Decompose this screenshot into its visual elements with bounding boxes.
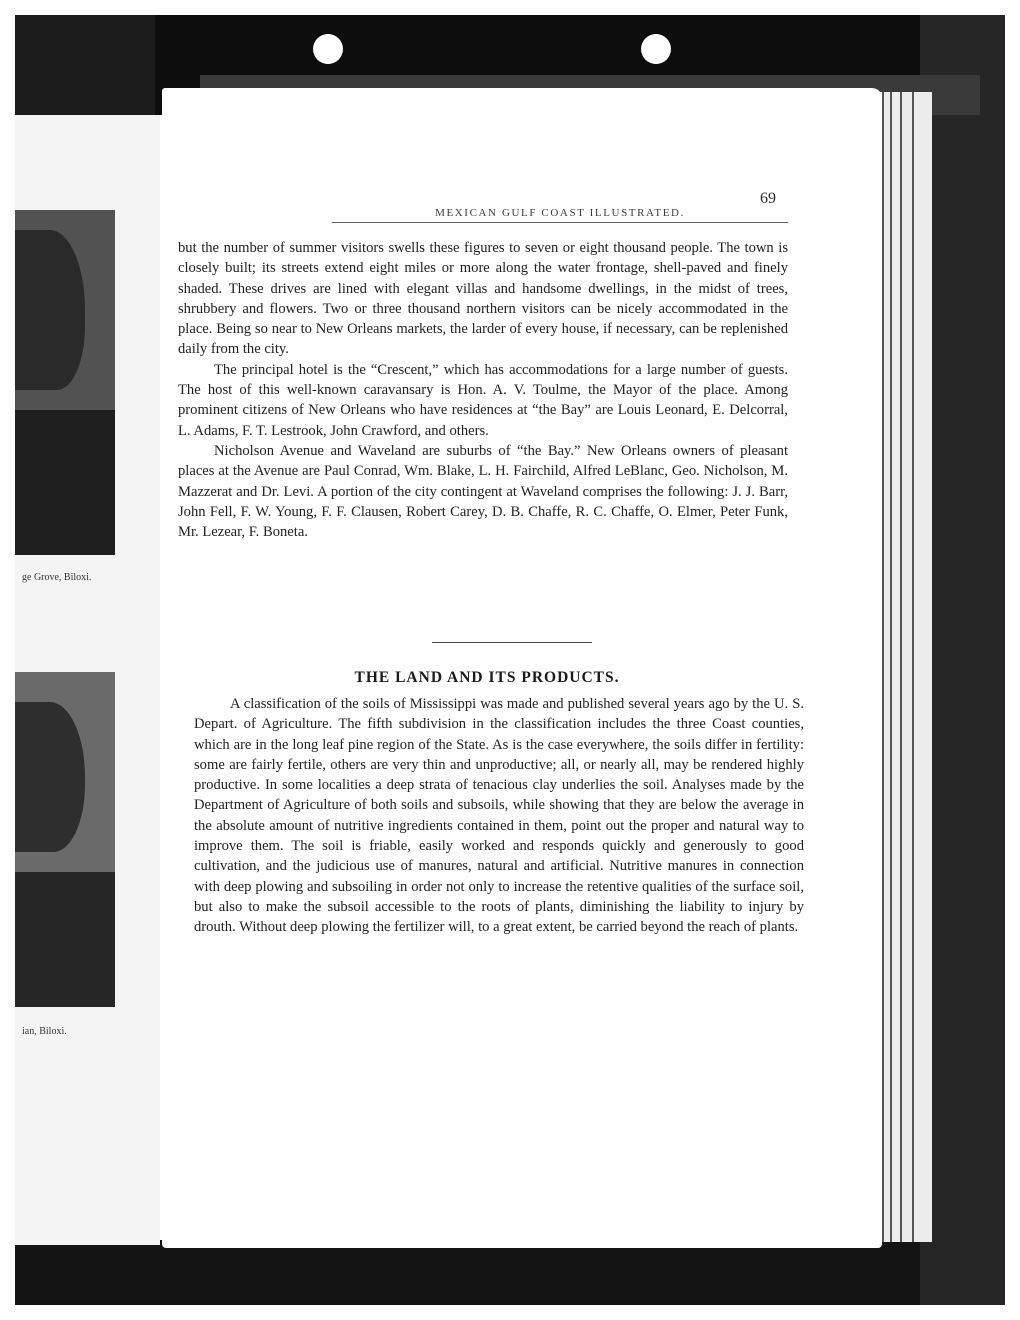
page-number: 69 [760, 190, 776, 207]
section-heading: THE LAND AND ITS PRODUCTS. [354, 669, 620, 686]
section-divider [432, 642, 592, 643]
paragraph: Nicholson Avenue and Waveland are suburbs of “the Bay.” New Orleans owners of pleasant places at the Avenue are Paul Conrad, Wm. Blake, L. H. Fairchild, Alfred LeBlanc, Geo. Nicholson, M. Mazzerat and Dr. Levi. A portion of the city contingent at Waveland comprises the following: J. J. Barr, John Fell, F. W. Young, F. F. Clausen, Robert Carey, D. B. Chaffe, R. C. Chaffe, O. Elmer, Peter Funk, Mr. Lezear, F. Boneta. [178, 442, 788, 541]
portrait-photo-bottom [15, 672, 115, 1007]
binder-hole-right [641, 34, 671, 64]
portrait-photo-top [15, 210, 115, 555]
running-head-title: MEXICAN GULF COAST ILLUSTRATED. [435, 207, 685, 219]
book-page [162, 88, 882, 1248]
binder-hole-left [313, 34, 343, 64]
paragraph: The principal hotel is the “Crescent,” which has accommodations for a large number of guests. The host of this well-known caravansary is Hon. A. V. Toulme, the Mayor of the place. Among prominent citizens of New Orleans who have residences at “the Bay” are Louis Leonard, E. Delcorral, L. Adams, F. T. Lestrook, John Crawford, and others. [178, 361, 788, 439]
photo-caption-bottom: ian, Biloxi. [22, 1026, 67, 1037]
section-body-text [194, 694, 804, 938]
running-header [332, 198, 788, 223]
scan-background-right [920, 15, 1005, 1305]
paragraph: A classification of the soils of Mississippi was made and published several years ago by the U. S. Depart. of Agriculture. The fifth subdivision in the classification includes the three Coast counties, which are in the long leaf pine region of the State. As is the case everywhere, the soils differ in fertility: some are fairly fertile, others are very thin and unproductive; all, or nearly all, may be rendered highly productive. In some localities a deep strata of tenacious clay underlies the soil. Analyses made by the Department of Agriculture of both soils and subsoils, while showing that they are below the average in the absolute amount of nutritive ingredients contained in them, point out the proper and natural way to improve them. The soil is friable, easily worked and responds quickly and generously to good cultivation, and the judicious use of manures, natural and artificial. Nutritive manures in connection with deep plowing and subsoiling in order not only to increase the retentive qualities of the surface soil, but also to make the subsoil accessible to the roots of plants, diminishing the liability to injury by drouth. Without deep plowing the fertilizer will, to a great extent, be carried beyond the reach of plants. [194, 696, 804, 936]
body-text [178, 238, 788, 542]
paragraph: but the number of summer visitors swells these figures to seven or eight thousand people. The town is closely built; its streets extend eight miles or more along the water frontage, shell-paved and finely shaded. These drives are lined with elegant villas and handsome dwellings, in the midst of trees, shrubbery and flowers. Two or three thousand northern visitors can be nicely accommodated in the place. Being so near to New Orleans markets, the larder of every house, if necessary, can be replenished daily from the city. [178, 240, 788, 358]
photo-caption-top: ge Grove, Biloxi. [22, 572, 92, 583]
scan-background-bottom [15, 1240, 1005, 1305]
